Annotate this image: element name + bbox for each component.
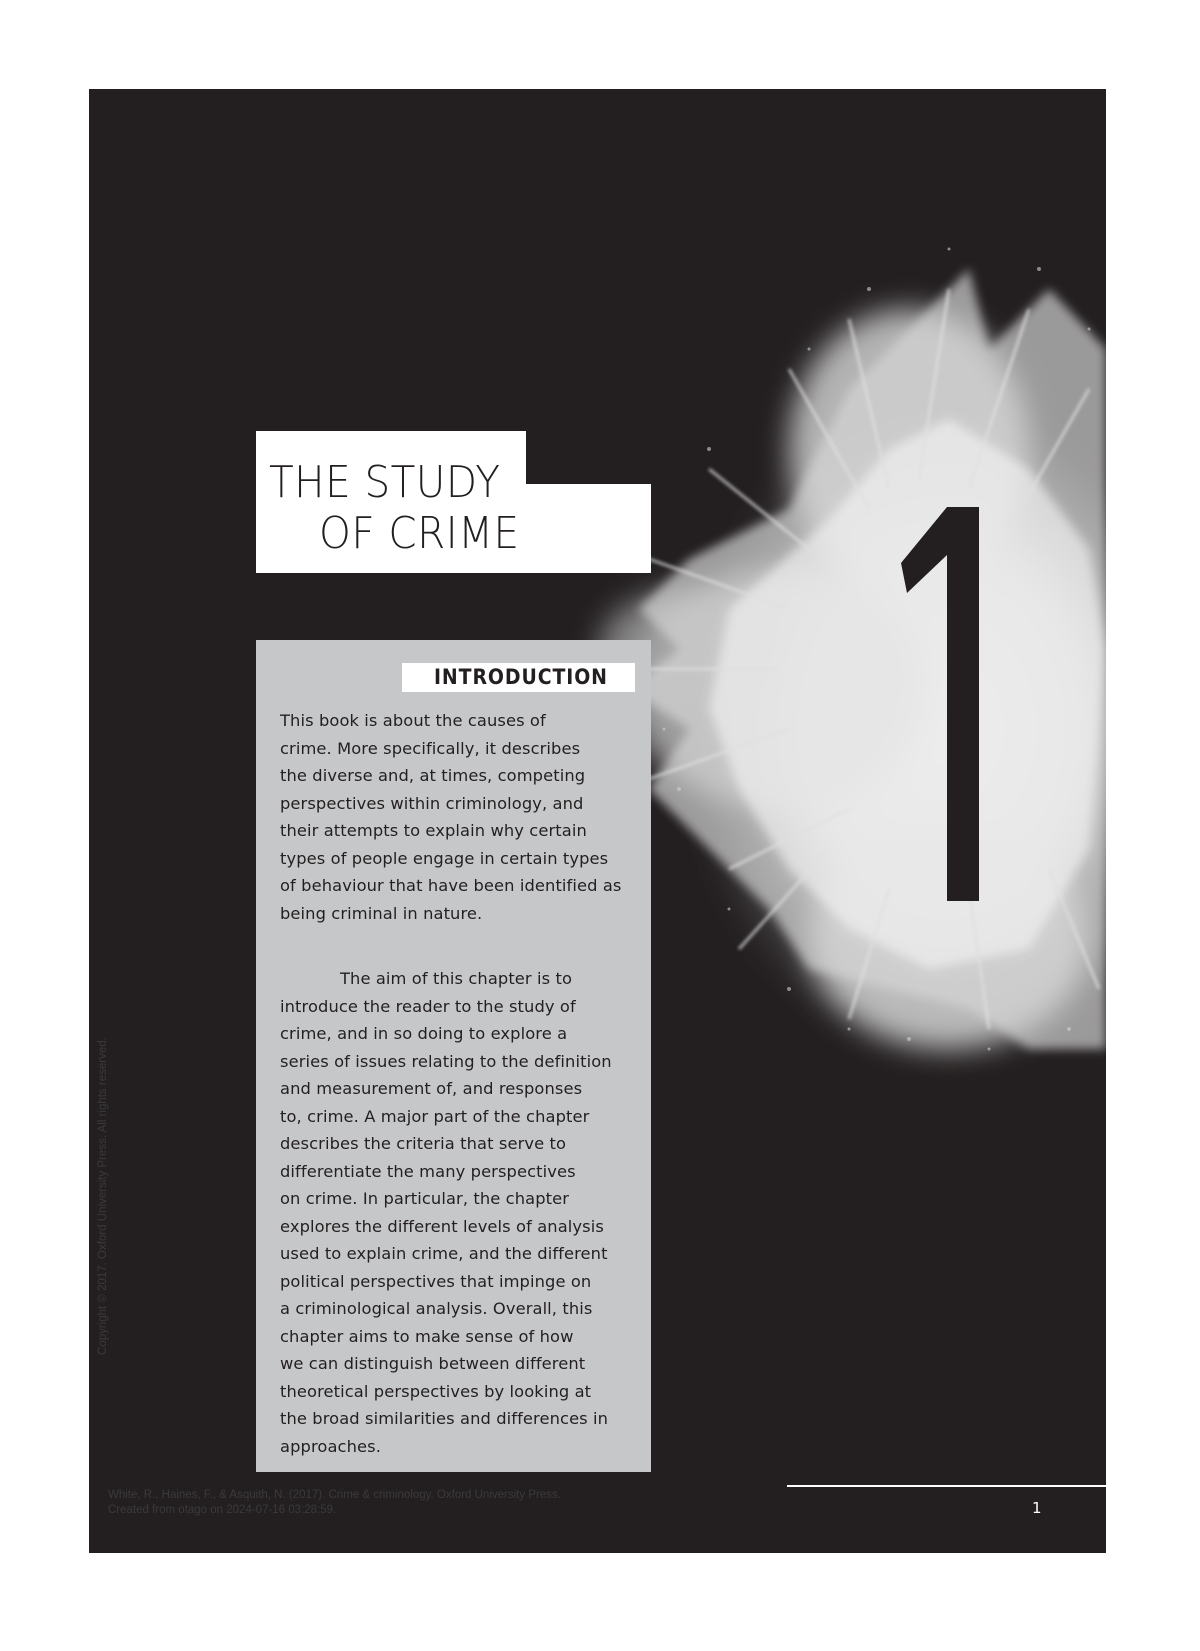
citation-line-2: Created from otago on 2024-07-16 03:28:59. (108, 1504, 337, 1516)
chapter-title-line-1: THE STUDY (269, 457, 501, 508)
footer-rule-line (787, 1485, 1106, 1487)
chapter-number (901, 507, 981, 901)
introduction-paragraph-1: This book is about the causes of crime. More specifically, it describes the diverse and, at times, competing perspectives within criminology, and their attempts to explain why certain types of people engage in certain types of behaviour that have been identified as being criminal in nature. (280, 711, 622, 923)
citation-line-1: White, R., Haines, F., & Asquith, N. (2017). Crime & criminology. Oxford University Press. (108, 1489, 561, 1501)
copyright-notice: Copyright © 2017. Oxford University Press. All rights reserved. (97, 1037, 109, 1355)
introduction-heading: INTRODUCTION (434, 665, 608, 689)
introduction-paragraph-2: The aim of this chapter is to introduce the reader to the study of crime, and in so doing to explore a series of issues relating to the definition and measurement of, and responses to, crime. A major part of the chapter describes the criteria that serve to differentiate the many perspectives on crime. In particular, the chapter explores the different levels of analysis used to explain crime, and the different political perspectives that impinge on a criminological analysis. Overall, this chapter aims to make sense of how we can distinguish between different theoretical perspectives by looking at the broad similarities and differences in approaches. (280, 969, 612, 1456)
citation (108, 1488, 561, 1518)
chapter-title-line-2: OF CRIME (319, 508, 520, 559)
page-number: 1 (1032, 1499, 1042, 1517)
chapter-opener-page (89, 89, 1106, 1553)
